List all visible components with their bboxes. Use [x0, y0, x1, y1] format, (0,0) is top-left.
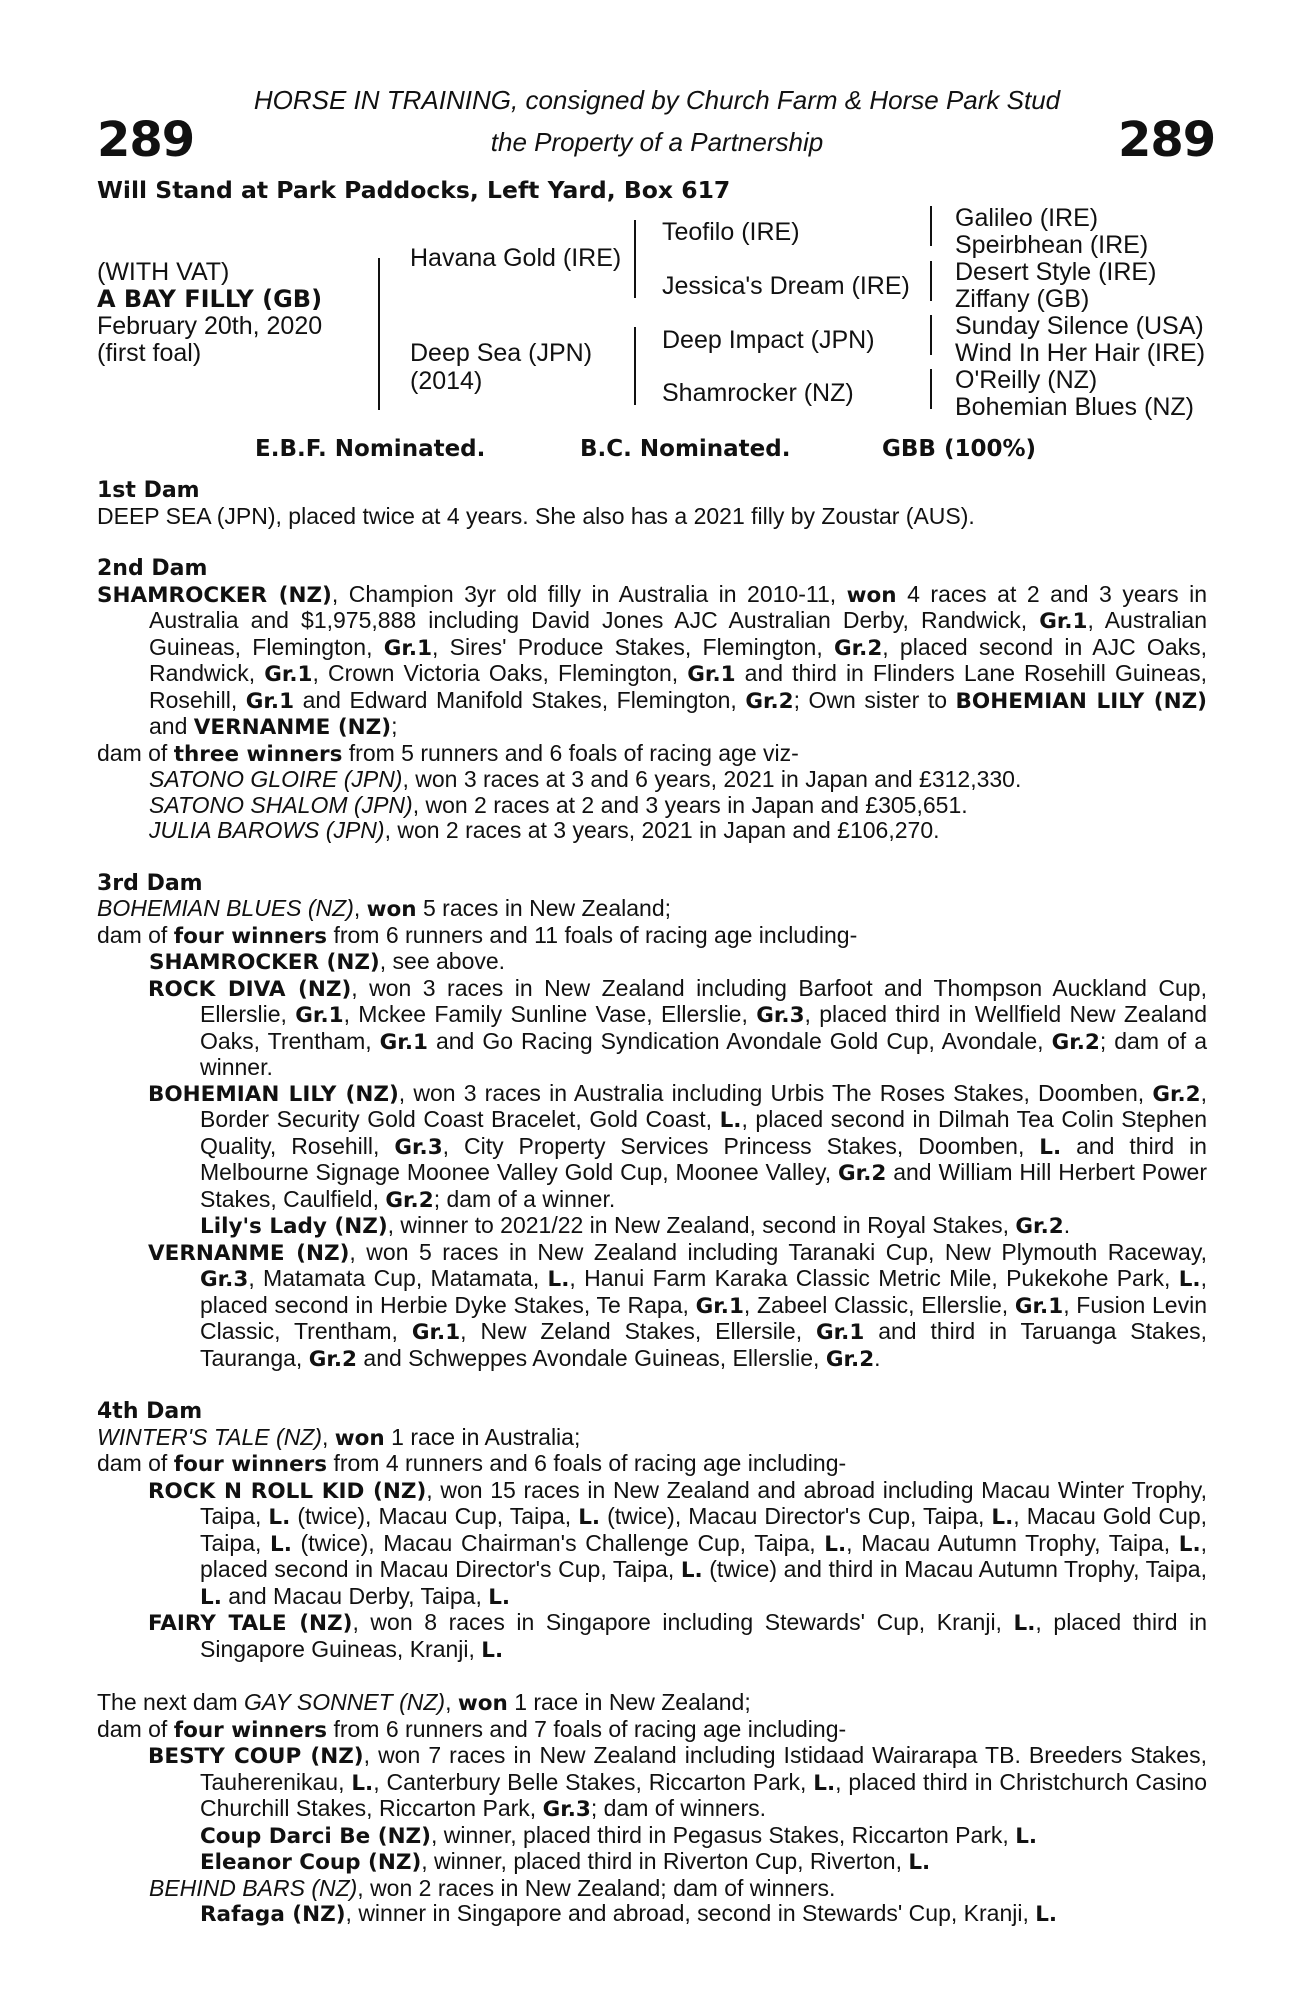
pedigree-ssd: Speirbhean (IRE)	[955, 231, 1149, 259]
pedigree-brace-g3-2	[930, 261, 939, 301]
dam4-foal-fairytale: FAIRY TALE (NZ), won 8 races in Singapore including Stewards' Cup, Kranji, L., placed third in Singapore Guineas, Kranji, L.	[148, 1609, 1207, 1663]
pedigree-sire-sire: Teofilo (IRE)	[662, 218, 800, 246]
pedigree-brace-sire	[634, 220, 644, 298]
horse-name: A BAY FILLY (GB)	[97, 285, 323, 313]
pedigree-sdd: Ziffany (GB)	[955, 285, 1090, 313]
dam3-foal-vernanme: VERNANME (NZ), won 5 races in New Zealand including Taranaki Cup, New Plymouth Raceway, Gr.3, Matamata Cup, Matamata, L., Hanui Farm Karaka Classic Metric Mile, Pukekohe Park, L., placed second in Herbie Dyke Stakes, Te Rapa, Gr.1, Zabeel Classic, Ellerslie, Gr.1, Fusion Levin Classic, Trentham, Gr.1, New Zeland Stakes, Ellersile, Gr.1 and third in Taruanga Stakes, Tauranga, Gr.2 and Schweppes Avondale Guineas, Ellerslie, Gr.2.	[148, 1238, 1208, 1372]
dam4-heading: 4th Dam	[97, 1399, 203, 1424]
pedigree-brace-main	[378, 258, 388, 410]
pedigree-sire: Havana Gold (IRE)	[410, 244, 622, 272]
dam2-heading: 2nd Dam	[97, 556, 208, 581]
pedigree-dam: Deep Sea (JPN)	[410, 339, 593, 367]
pedigree-brace-g3-4	[930, 369, 939, 409]
vat-note: (WITH VAT)	[97, 258, 230, 286]
pedigree-dam-sire: Deep Impact (JPN)	[662, 326, 875, 354]
horse-note: (first foal)	[97, 339, 202, 367]
pedigree-sds: Desert Style (IRE)	[955, 258, 1157, 286]
ebf-nomination: E.B.F. Nominated.	[255, 436, 486, 462]
lot-number-right: 289	[1118, 112, 1216, 168]
next-dam-grandfoal-eleanorcoup: Eleanor Coup (NZ), winner, placed third in Riverton Cup, Riverton, L.	[200, 1848, 931, 1875]
dam3-produce-summary: dam of four winners from 6 runners and 11 foals of racing age including-	[97, 921, 858, 949]
pedigree-brace-g3-3	[930, 315, 939, 355]
dam2-record: SHAMROCKER (NZ), Champion 3yr old filly in Australia in 2010-11, won 4 races at 2 and 3 years in Australia and $1,975,888 including David Jones AJC Australian Derby, Randwick, Gr.1, Australian Guineas, Flemington, Gr.1, Sires' Produce Stakes, Flemington, Gr.2, placed second in AJC Oaks, Randwick, Gr.1, Crown Victoria Oaks, Flemington, Gr.1 and third in Flinders Lane Rosehill Guineas, Rosehill, Gr.1 and Edward Manifold Stakes, Flemington, Gr.2; Own sister to BOHEMIAN LILY (NZ) and VERNANME (NZ);	[97, 580, 1208, 740]
pedigree-ddd: Bohemian Blues (NZ)	[955, 393, 1194, 421]
pedigree-sss: Galileo (IRE)	[955, 204, 1099, 232]
pedigree-dsd: Wind In Her Hair (IRE)	[955, 339, 1206, 367]
dam2-produce-summary: dam of three winners from 5 runners and 6 foals of racing age viz-	[97, 739, 799, 767]
pedigree-brace-dam	[634, 327, 644, 405]
dam1-text: DEEP SEA (JPN), placed twice at 4 years. She also has a 2021 filly by Zoustar (AUS).	[97, 502, 975, 529]
stand-location: Will Stand at Park Paddocks, Left Yard, Box 617	[97, 176, 731, 204]
next-dam-produce-summary: dam of four winners from 6 runners and 7 foals of racing age including-	[97, 1715, 847, 1743]
next-dam-grandfoal-rafaga: Rafaga (NZ), winner in Singapore and abroad, second in Stewards' Cup, Kranji, L.	[200, 1900, 1058, 1927]
dam2-foal-2: SATONO SHALOM (JPN), won 2 races at 2 and 3 years in Japan and £305,651.	[149, 791, 968, 818]
next-dam-record: The next dam GAY SONNET (NZ), won 1 race in New Zealand;	[97, 1689, 751, 1716]
next-dam-foal-behindbars: BEHIND BARS (NZ), won 2 races in New Zealand; dam of winners.	[149, 1874, 836, 1901]
next-dam-foal-bestycoup: BESTY COUP (NZ), won 7 races in New Zealand including Istidaad Wairarapa TB. Breeders Stakes, Tauherenikau, L., Canterbury Belle Stakes, Riccarton Park, L., placed third in Christchurch Casino Churchill Stakes, Riccarton Park, Gr.3; dam of winners.	[148, 1742, 1207, 1822]
pedigree-sire-dam: Jessica's Dream (IRE)	[662, 272, 910, 300]
horse-dob: February 20th, 2020	[97, 312, 323, 340]
dam4-foal-rocknrollkid: ROCK N ROLL KID (NZ), won 15 races in New Zealand and abroad including Macau Winter Trophy, Taipa, L. (twice), Macau Cup, Taipa, L. (twice), Macau Director's Cup, Taipa, L., Macau Gold Cup, Taipa, L. (twice), Macau Chairman's Challenge Cup, Taipa, L., Macau Autumn Trophy, Taipa, L., placed second in Macau Director's Cup, Taipa, L. (twice) and third in Macau Autumn Trophy, Taipa, L. and Macau Derby, Taipa, L.	[148, 1476, 1208, 1610]
dam2-foal-3: JULIA BAROWS (JPN), won 2 races at 3 years, 2021 in Japan and £106,270.	[149, 817, 940, 843]
dam4-record: WINTER'S TALE (NZ), won 1 race in Australia;	[97, 1423, 581, 1451]
dam3-foal-shamrocker: SHAMROCKER (NZ), see above.	[149, 948, 506, 975]
dam3-grandfoal-lilyslady: Lily's Lady (NZ), winner to 2021/22 in New Zealand, second in Royal Stakes, Gr.2.	[200, 1212, 1071, 1239]
next-dam-grandfoal-coupdarcibe: Coup Darci Be (NZ), winner, placed third in Pegasus Stakes, Riccarton Park, L.	[200, 1821, 1038, 1849]
dam4-produce-summary: dam of four winners from 4 runners and 6 foals of racing age including-	[97, 1450, 847, 1477]
dam1-heading: 1st Dam	[97, 478, 200, 503]
pedigree-dam-dam: Shamrocker (NZ)	[662, 379, 854, 407]
header-consignor: HORSE IN TRAINING, consigned by Church Farm & Horse Park Stud	[253, 85, 1061, 115]
dam3-heading: 3rd Dam	[97, 870, 203, 896]
pedigree-brace-g3-1	[930, 206, 939, 246]
pedigree-dss: Sunday Silence (USA)	[955, 312, 1204, 340]
lot-number-left: 289	[97, 112, 195, 168]
pedigree-dds: O'Reilly (NZ)	[955, 366, 1098, 394]
dam2-foal-1: SATONO GLOIRE (JPN), won 3 races at 3 and 6 years, 2021 in Japan and £312,330.	[149, 766, 1022, 792]
dam3-foal-rockdiva: ROCK DIVA (NZ), won 3 races in New Zealand including Barfoot and Thompson Auckland Cup, Ellerslie, Gr.1, Mckee Family Sunline Vase, Ellerslie, Gr.3, placed third in Wellfield New Zealand Oaks, Trentham, Gr.1 and Go Racing Syndication Avondale Gold Cup, Avondale, Gr.2; dam of a winner.	[148, 974, 1207, 1080]
pedigree-dam-year: (2014)	[410, 367, 483, 395]
header-property: the Property of a Partnership	[490, 127, 824, 157]
bc-nomination: B.C. Nominated.	[580, 436, 791, 462]
dam3-foal-bohemianlily: BOHEMIAN LILY (NZ), won 3 races in Australia including Urbis The Roses Stakes, Doomben, Gr.2, Border Security Gold Coast Bracelet, Gold Coast, L., placed second in Dilmah Tea Colin Stephen Quality, Rosehill, Gr.3, City Property Services Princess Stakes, Doomben, L. and third in Melbourne Signage Moonee Valley Gold Cup, Moonee Valley, Gr.2 and William Hill Herbert Power Stakes, Caulfield, Gr.2; dam of a winner.	[148, 1079, 1208, 1213]
dam3-record: BOHEMIAN BLUES (NZ), won 5 races in New Zealand;	[97, 895, 672, 922]
catalogue-body	[97, 478, 1207, 1928]
gbb-status: GBB (100%)	[882, 436, 1037, 462]
